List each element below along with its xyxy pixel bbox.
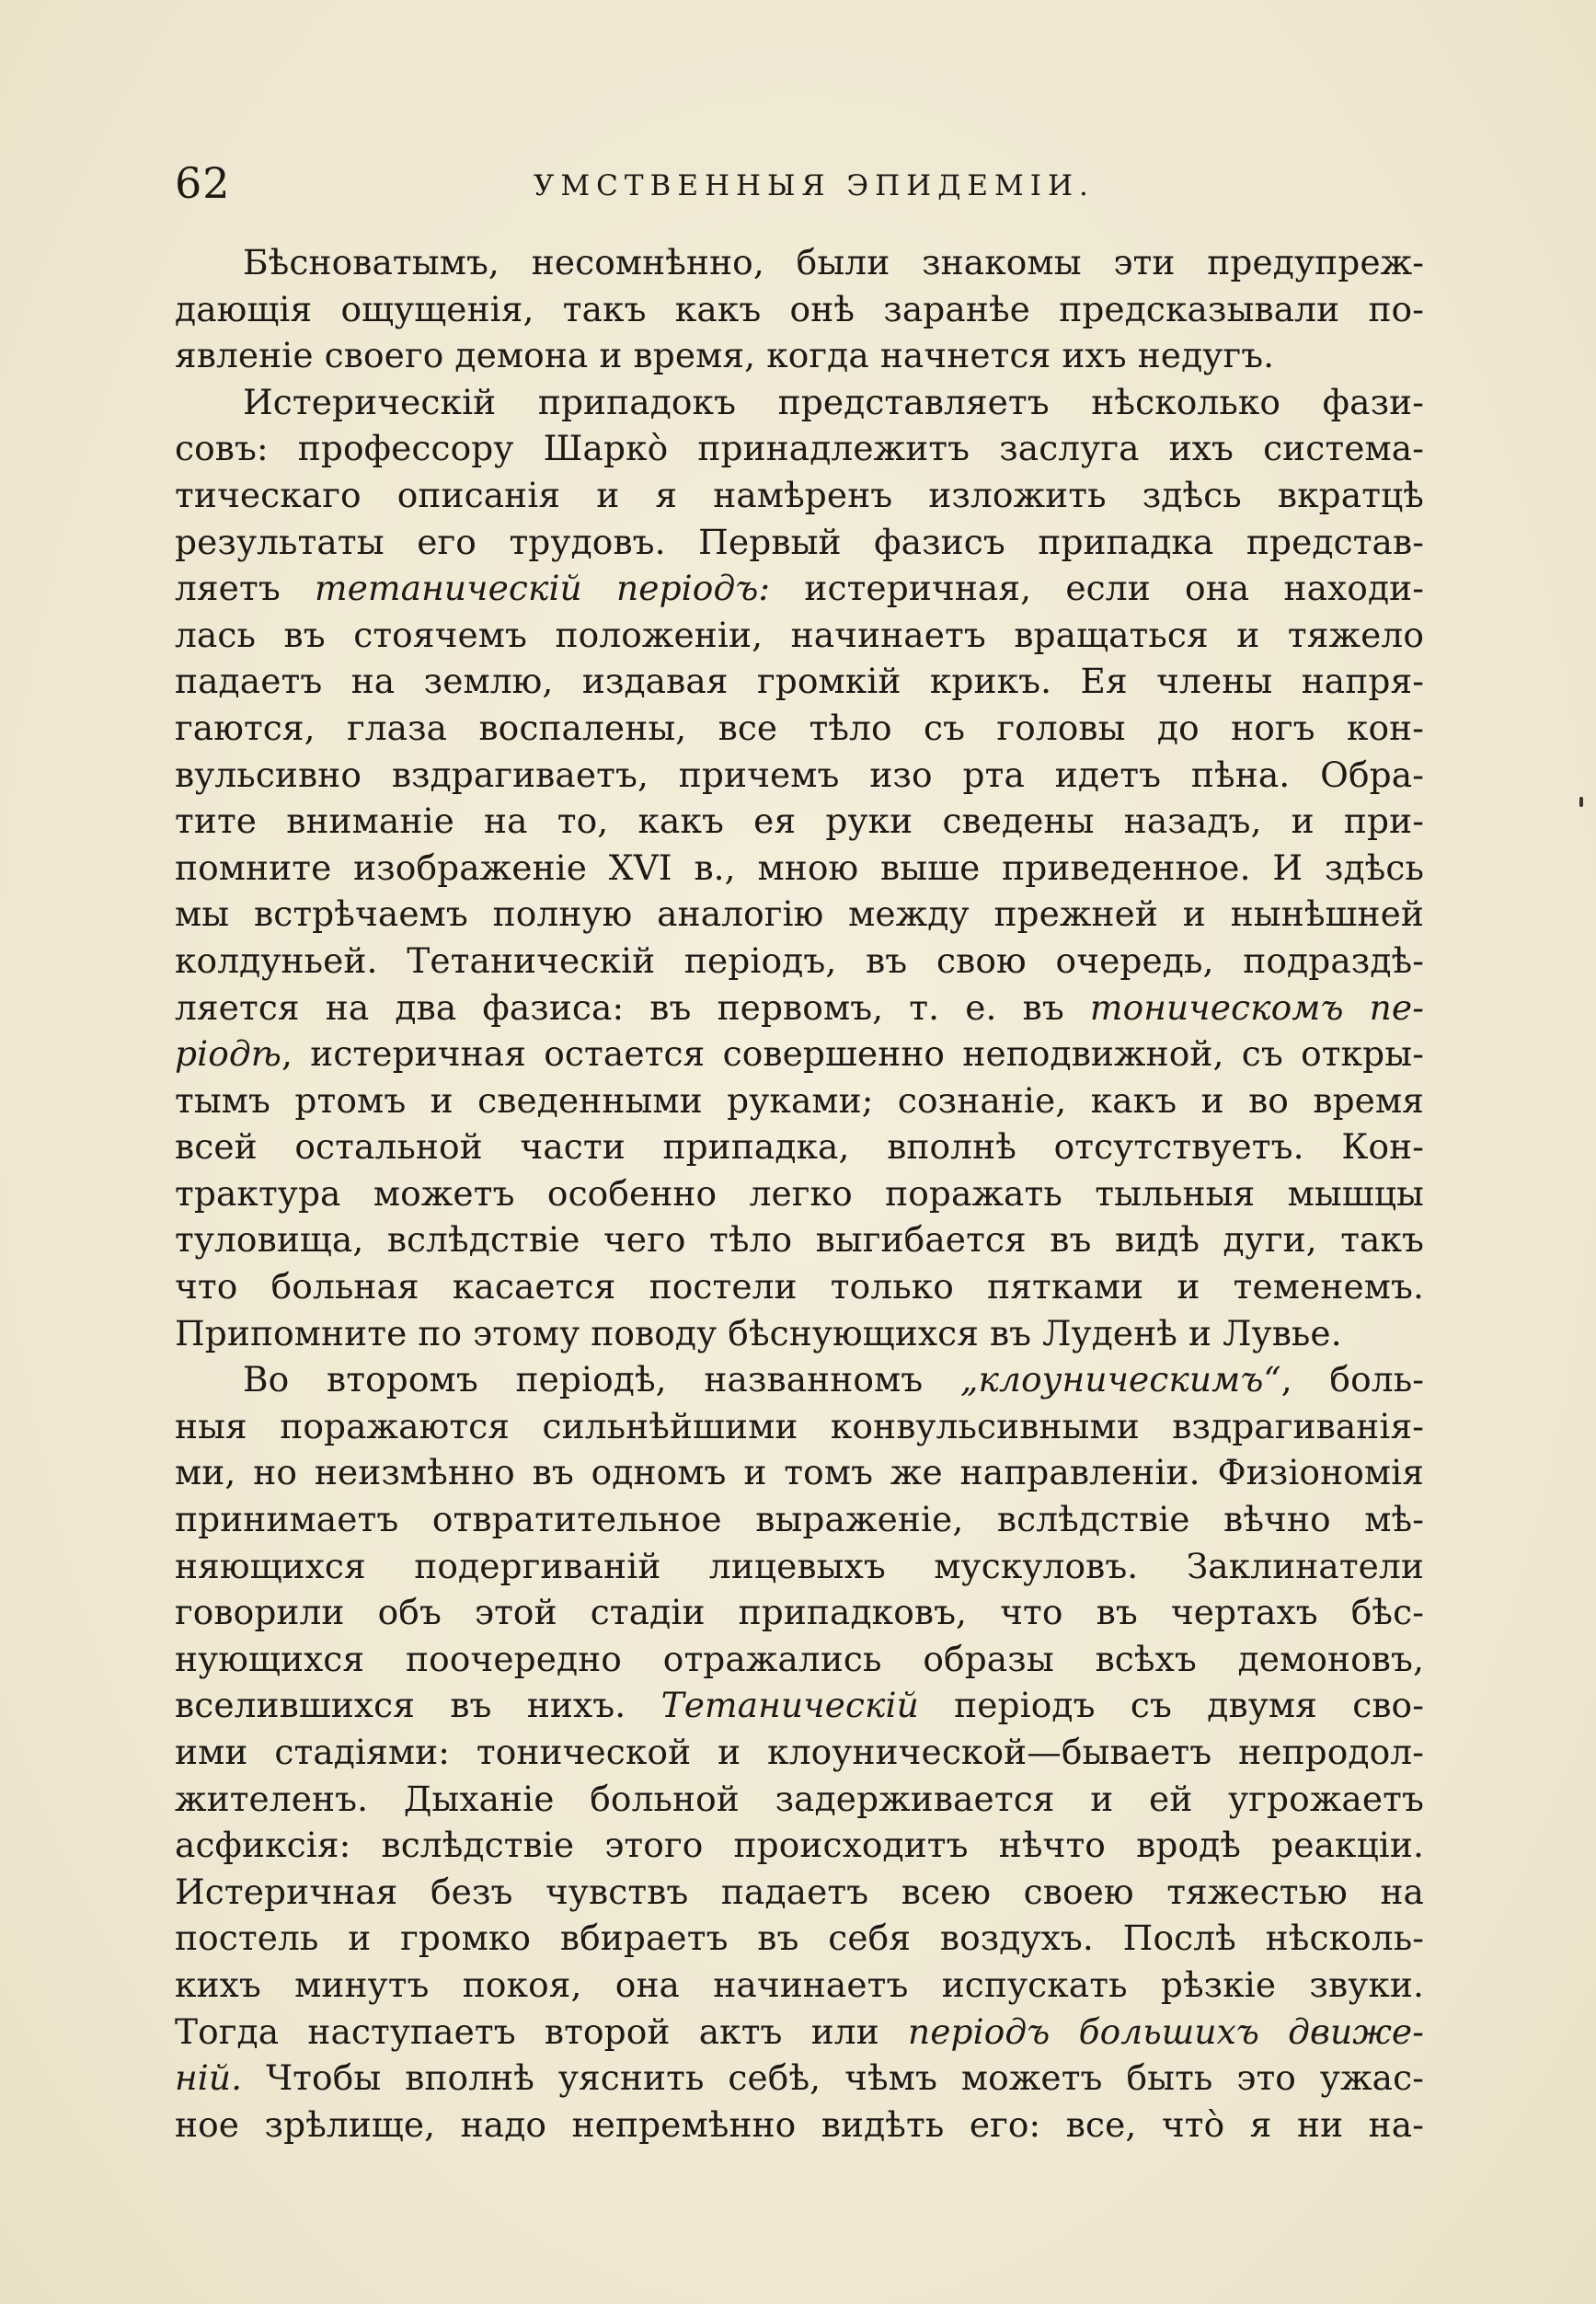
text-line: [175, 845, 1424, 892]
text-segment: принимаетъ отвратительное выраженіе, вслѣдствіе вѣчно мѣ-: [175, 1499, 1424, 1540]
text-segment: ими стадіями: тонической и клоунической—бываетъ непродол-: [175, 1732, 1424, 1772]
text-line: [175, 1776, 1424, 1823]
text-segment: результаты его трудовъ. Первый фазисъ припадка представ-: [175, 521, 1424, 562]
text-segment: гаются, глаза воспалены, все тѣло съ головы до ногъ кон-: [175, 707, 1424, 748]
text-segment: кихъ минутъ покоя, она начинаетъ испускать рѣзкіе звуки.: [175, 1964, 1424, 2005]
text-segment: ное зрѣлище, надо непремѣнно видѣть его: все, чтò я ни на-: [175, 2103, 1424, 2145]
text-line: [175, 752, 1424, 799]
text-line: [175, 1636, 1424, 1683]
text-segment: ляется на два фазиса: въ первомъ, т. е. въ: [175, 986, 1090, 1028]
italic-text-segment: тоническомъ пе-: [1089, 986, 1424, 1028]
text-line: [175, 1589, 1424, 1636]
text-line: [175, 472, 1424, 519]
body-text: [175, 239, 1424, 2148]
text-line: [175, 1403, 1424, 1450]
text-segment: жителенъ. Дыханіе больной задерживается и ей угрожаетъ: [175, 1778, 1424, 1819]
text-segment: Чтобы вполнѣ уяснить себѣ, чѣмъ можетъ быть это ужас-: [242, 2057, 1424, 2099]
text-line: [175, 891, 1424, 938]
text-segment: трактура можетъ особенно легко поражать тыльныя мышцы: [175, 1172, 1424, 1214]
text-segment: асфиксія: вслѣдствіе этого происходитъ нѣчто вродѣ реакціи.: [175, 1825, 1424, 1866]
text-segment: постель и громко вбираетъ въ себя воздухъ. Послѣ нѣсколь-: [175, 1918, 1424, 1959]
text-segment: Припомните по этому поводу бѣснующихся въ Луденѣ и Лувье.: [175, 1312, 1342, 1354]
text-segment: явленіе своего демона и время, когда начнется ихъ недугъ.: [175, 335, 1275, 376]
text-segment: истеричная, если она находи-: [770, 568, 1424, 609]
text-segment: Истеричная безъ чувствъ падаетъ всею своею тяжестью на: [175, 1871, 1424, 1912]
text-segment: , истеричная остается совершенно неподвижной, съ откры-: [281, 1033, 1424, 1075]
text-segment: Истерическій припадокъ представляетъ нѣсколько фази-: [243, 381, 1424, 422]
running-head: УМСТВЕННЫЯ ЭПИДЕМІИ.: [534, 169, 1095, 202]
text-line: [175, 1915, 1424, 1962]
italic-text-segment: тетаническій періодъ:: [315, 568, 771, 609]
text-segment: няющихся подергиваній лицевыхъ мускуловъ. Заклинатели: [175, 1545, 1424, 1586]
text-line: [175, 1543, 1424, 1590]
text-segment: мы встрѣчаемъ полную аналогію между прежней и нынѣшней: [175, 893, 1424, 935]
text-line: [175, 705, 1424, 752]
italic-text-segment: ній.: [175, 2057, 243, 2099]
text-line: [175, 1263, 1424, 1310]
text-line: [175, 985, 1424, 1031]
italic-text-segment: ріодѣ: [175, 1033, 281, 1075]
text-line: [175, 1123, 1424, 1170]
text-line: [175, 938, 1424, 985]
text-line: [175, 1869, 1424, 1916]
text-line: [175, 1077, 1424, 1124]
page-number: 62: [175, 158, 231, 208]
text-segment: колдуньей. Тетаническій періодъ, въ свою очередь, подраздѣ-: [175, 939, 1424, 981]
text-line: [175, 2055, 1424, 2102]
text-segment: лась въ стоячемъ положеніи, начинаетъ вращаться и тяжело: [175, 614, 1424, 655]
text-line: [175, 798, 1424, 845]
page-header: [175, 158, 1426, 213]
text-segment: нующихся поочередно отражались образы всѣхъ демоновъ,: [175, 1638, 1424, 1679]
text-segment: Во второмъ періодѣ, названномъ: [243, 1359, 960, 1400]
text-segment: ми, но неизмѣнно въ одномъ и томъ же направленіи. Физіономія: [175, 1452, 1424, 1493]
text-segment: всей остальной части припадка, вполнѣ отсутствуетъ. Кон-: [175, 1126, 1424, 1168]
text-line: [175, 1729, 1424, 1776]
text-segment: совъ: профессору Шаркò принадлежитъ заслуга ихъ система-: [175, 428, 1424, 469]
text-line: [175, 1682, 1424, 1729]
text-line: [175, 239, 1424, 286]
text-line: [175, 1216, 1424, 1263]
text-line: [175, 612, 1424, 659]
italic-text-segment: періодъ большихъ движе-: [908, 2010, 1424, 2052]
text-segment: вульсивно вздрагиваетъ, причемъ изо рта идетъ пѣна. Обра-: [175, 754, 1424, 795]
italic-text-segment: „клоуническимъ“: [959, 1359, 1281, 1400]
text-segment: Тогда наступаетъ второй актъ или: [175, 2010, 908, 2052]
text-line: [175, 658, 1424, 705]
text-line: [175, 2009, 1424, 2056]
text-line: [175, 565, 1424, 612]
text-line: [175, 519, 1424, 566]
text-line: [175, 286, 1424, 333]
text-line: [175, 1170, 1424, 1217]
text-segment: говорили объ этой стадіи припадковъ, что въ чертахъ бѣс-: [175, 1592, 1424, 1633]
text-segment: дающія ощущенія, такъ какъ онѣ заранѣе предсказывали по-: [175, 288, 1424, 329]
text-segment: ляетъ: [175, 568, 316, 609]
margin-ink-mark: [1579, 797, 1583, 807]
text-segment: , боль-: [1280, 1359, 1424, 1400]
text-line: [175, 2102, 1424, 2148]
text-line: [175, 1310, 1424, 1357]
text-segment: ныя поражаются сильнѣйшими конвульсивными вздрагиванія-: [175, 1405, 1424, 1446]
text-segment: что больная касается постели только пятками и теменемъ.: [175, 1266, 1424, 1308]
text-line: [175, 379, 1424, 426]
text-line: [175, 1356, 1424, 1403]
text-line: [175, 332, 1424, 379]
text-segment: туловища, вслѣдствіе чего тѣло выгибается въ видѣ дуги, такъ: [175, 1219, 1424, 1261]
text-segment: падаетъ на землю, издавая громкій крикъ. Ея члены напря-: [175, 661, 1424, 702]
text-line: [175, 1449, 1424, 1496]
text-segment: тите вниманіе на то, какъ ея руки сведены назадъ, и при-: [175, 801, 1424, 842]
text-segment: Бѣсноватымъ, несомнѣнно, были знакомы эти предупреж-: [243, 242, 1424, 282]
text-line: [175, 1822, 1424, 1869]
text-segment: тымъ ртомъ и сведенными руками; сознаніе, какъ и во время: [175, 1079, 1424, 1121]
text-line: [175, 425, 1424, 472]
text-segment: помните изображеніе XVI в., мною выше приведенное. И здѣсь: [175, 847, 1424, 888]
text-line: [175, 1962, 1424, 2009]
text-line: [175, 1031, 1424, 1077]
italic-text-segment: Тетаническій: [660, 1685, 919, 1726]
text-line: [175, 1496, 1424, 1543]
text-segment: тическаго описанія и я намѣренъ изложить здѣсь вкратцѣ: [175, 474, 1424, 515]
text-segment: періодъ съ двумя сво-: [918, 1685, 1424, 1726]
text-segment: вселившихся въ нихъ.: [175, 1685, 661, 1726]
